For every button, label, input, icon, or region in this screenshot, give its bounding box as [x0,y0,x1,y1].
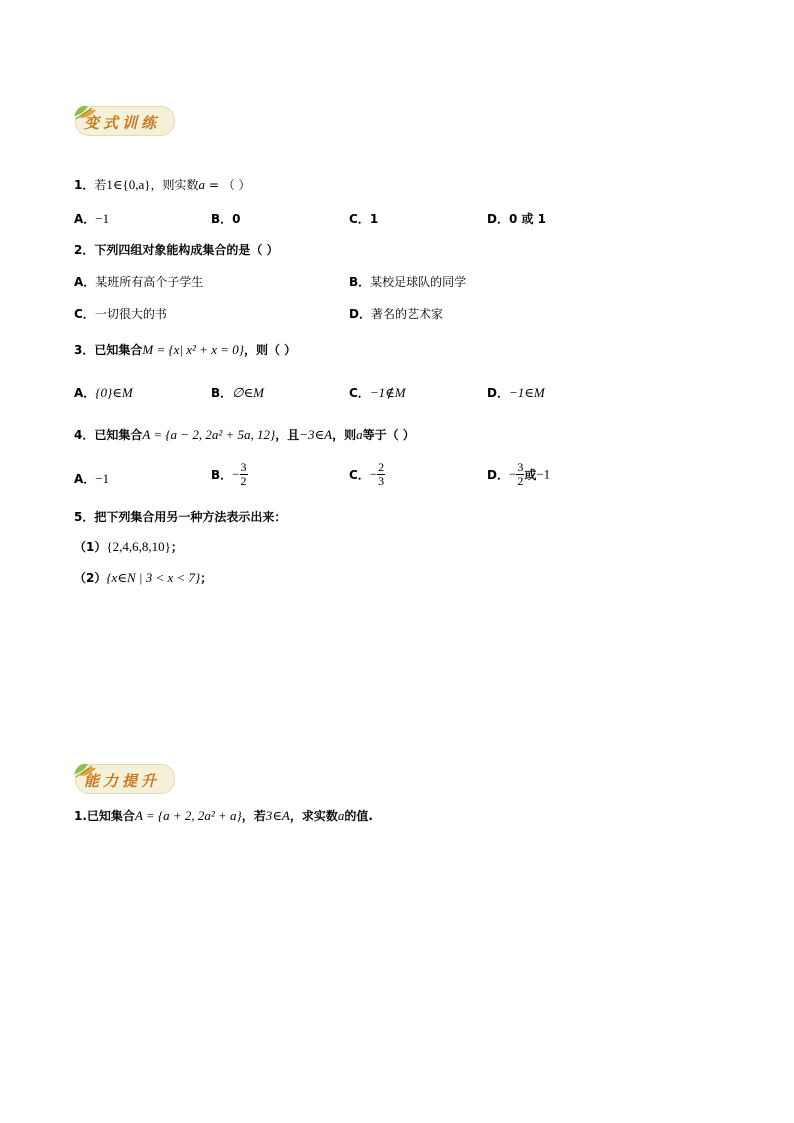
fraction [377,461,385,488]
question-number: 2． [74,243,95,257]
fraction-numerator: 2 [378,460,385,474]
option-d [487,384,545,401]
stem-text: ，则实数 [150,178,199,192]
question-3-stem [74,341,296,358]
question-2-stem [74,241,279,258]
option-sign: − [232,466,240,482]
stem-math: A = {a − 2, 2a² + 5a, 12} [142,427,276,442]
fraction-numerator: 3 [240,460,247,474]
stem-text: 若 [94,178,107,192]
option-c [349,384,406,401]
fraction-denominator: 3 [378,474,385,488]
part-label: （2） [74,571,107,585]
option-a [74,384,133,401]
option-d [349,305,443,322]
question-4-stem [74,426,415,443]
option-label: C． [349,212,370,226]
option-value: −1 [536,466,551,482]
stem-math: M = {x| x² + x = 0} [142,342,244,357]
section-banner-ability-improvement [72,760,174,792]
option-value: 0 [232,212,241,226]
question-number: 5． [74,510,95,524]
stem-text: ，则（ ） [243,343,297,357]
option-d [487,210,546,227]
option-conjunction: 或 [524,468,537,482]
option-value: {0}∈M [95,385,133,400]
stem-text: 已知集合 [94,343,143,357]
section-banner-variant-training [72,102,174,134]
stem-math: A = {a + 2, 2a² + a} [134,808,242,823]
question-5-part-2 [74,569,212,586]
stem-var: a [337,808,345,823]
option-value: 一切很大的书 [94,307,167,321]
question-5-part-1 [74,538,183,555]
option-label: B． [349,275,371,289]
part-end: ； [170,540,183,554]
question-number: 1. [74,809,87,823]
option-label: D． [487,386,509,400]
option-label: C． [349,386,370,400]
option-label: D． [349,307,371,321]
stem-text: 把下列集合用另一种方法表示出来： [94,510,287,524]
stem-var: a [198,177,206,192]
question-1-stem [74,176,251,193]
option-value: −1∉M [369,385,406,400]
option-b [349,273,466,290]
stem-math: 1∈{0,a} [106,177,151,192]
part-math: {x∈N | 3 < x < 7} [106,570,201,585]
stem-text: ，若 [241,809,266,823]
option-a [74,273,203,290]
question-number: 4． [74,428,95,442]
option-value: 0 或 1 [508,212,547,226]
stem-text: 等于（ ） [362,428,415,442]
option-sign: − [508,466,517,482]
ability-question-1 [74,807,373,824]
part-label: （1） [74,540,107,554]
option-c [349,210,378,227]
stem-text: 已知集合 [94,428,143,442]
part-end: ； [200,571,213,585]
stem-math: −3∈A [299,427,333,442]
stem-text: ，且 [275,428,300,442]
option-value: −1 [95,211,110,226]
option-label: B． [211,386,233,400]
question-5-stem [74,508,286,525]
option-label: C． [349,468,370,482]
option-value: 某班所有高个子学生 [95,275,204,289]
stem-text: 下列四组对象能构成集合的是（ ） [94,243,279,257]
option-d [487,461,550,488]
stem-var: a [356,427,363,442]
option-label: A． [74,275,96,289]
option-a [74,470,109,487]
question-number: 3． [74,343,95,357]
option-label: A． [74,212,96,226]
stem-text: 的值. [344,809,373,823]
option-value: −1∈M [508,385,545,400]
option-b [211,384,264,401]
option-label: B． [211,212,233,226]
option-label: B． [211,468,233,482]
option-value: ∅∈M [232,385,264,400]
option-c [349,461,385,488]
option-b [211,210,241,227]
option-label: A． [74,472,96,486]
question-number: 1． [74,178,95,192]
option-b [211,461,248,488]
section-title: 能力提升 [84,772,161,790]
option-label: A． [74,386,96,400]
option-label: D． [487,468,509,482]
fraction-denominator: 2 [517,474,524,488]
option-label: D． [487,212,509,226]
part-math: {2,4,6,8,10} [106,539,171,554]
option-sign: − [369,466,378,482]
fraction-numerator: 3 [517,460,524,474]
stem-text: = （ ） [205,178,251,192]
option-c [74,305,167,322]
fraction [240,461,248,488]
stem-text: 已知集合 [86,809,135,823]
option-a [74,210,109,227]
option-value: −1 [95,471,110,486]
option-value: 著名的艺术家 [370,307,443,321]
option-value: 1 [369,212,379,226]
section-title: 变式训练 [84,114,161,132]
stem-text: ，则 [332,428,357,442]
option-label: C． [74,307,95,321]
option-value: 某校足球队的同学 [370,275,467,289]
fraction-denominator: 2 [240,474,247,488]
stem-math: 3∈A [265,808,290,823]
stem-text: ，求实数 [289,809,338,823]
